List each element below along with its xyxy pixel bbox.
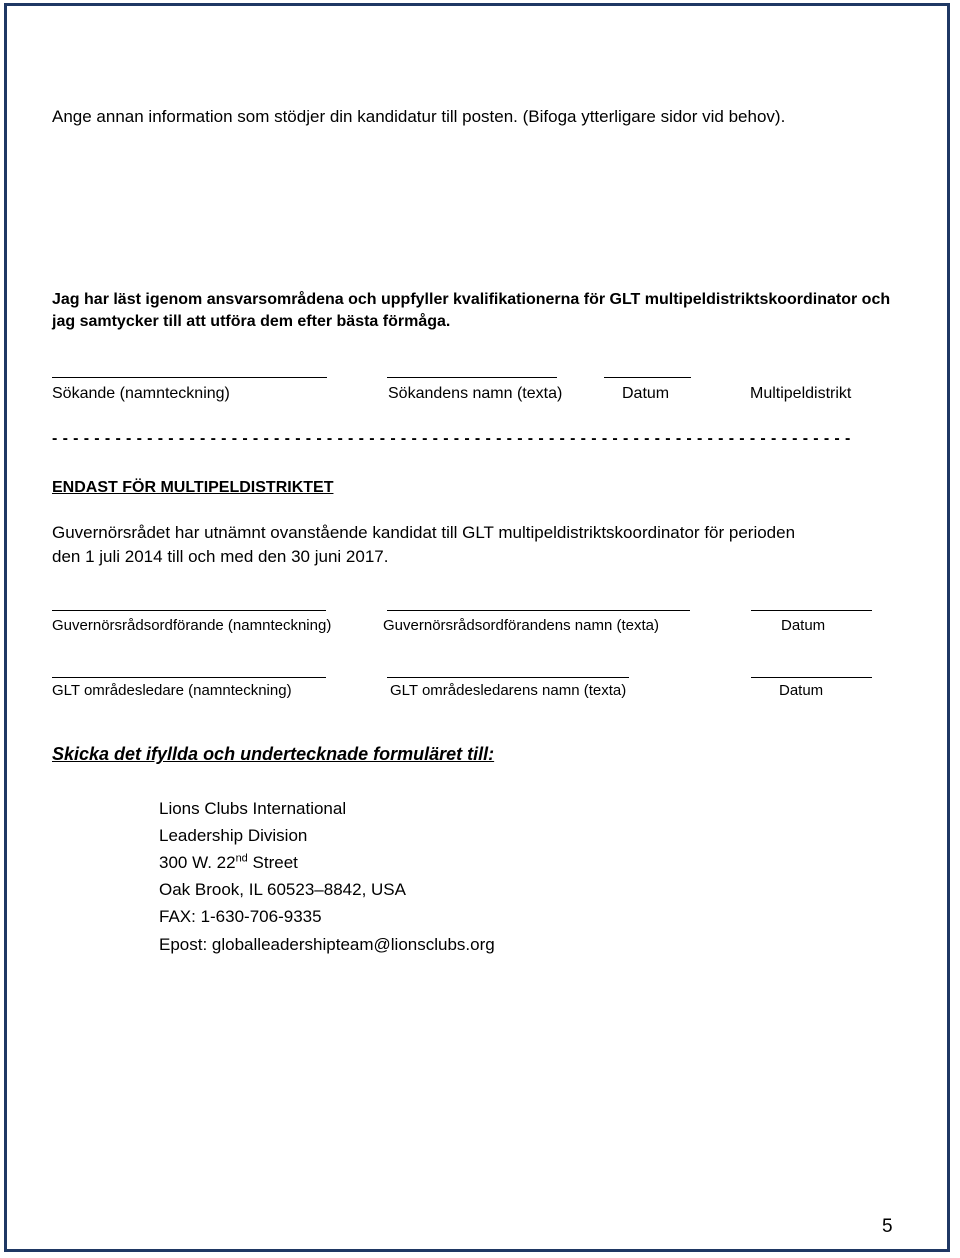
area-leader-name-line [387,677,629,678]
address-fax: FAX: 1-630-706-9335 [159,907,322,926]
address-division: Leadership Division [159,826,308,845]
address-street [159,853,298,873]
area-leader-signature-line [52,677,326,678]
address-street-suffix: Street [247,853,298,872]
address-city: Oak Brook, IL 60523–8842, USA [159,880,406,899]
applicant-date-label: Datum [622,385,670,402]
separator-dashes: - - - - - - - - - - - - - - - - - - - - - - - - - - - - - - - - - - - - - - - - - - - - - - - - - - - - - - - - - - - - - - - - - - - - - - - - - - - - [52,430,851,447]
applicant-name-line [387,377,557,378]
area-leader-date-label: Datum [779,682,824,699]
council-date-line [751,610,872,611]
address-email: Epost: globalleadershipteam@lionsclubs.org [159,935,495,954]
declaration-line-1: Jag har läst igenom ansvarsområdena och uppfyller kvalifikationerna för GLT multipeldistriktskoordinator och [52,291,891,308]
applicant-signature-label: Sökande (namnteckning) [52,385,230,402]
district-section-heading: ENDAST FÖR MULTIPELDISTRIKTET [52,479,334,496]
council-name-line [387,610,690,611]
council-name-label: Guvernörsrådsordförandens namn (texta) [383,617,659,634]
council-signature-line [52,610,326,611]
council-signature-label: Guvernörsrådsordförande (namnteckning) [52,617,332,634]
district-section-body-1: Guvernörsrådet har utnämnt ovanstående kandidat till GLT multipeldistriktskoordinator för perioden [52,523,796,542]
district-section-body-2: den 1 juli 2014 till och med den 30 juni 2017. [52,547,389,566]
council-date-label: Datum [781,617,826,634]
applicant-name-label: Sökandens namn (texta) [388,385,563,402]
applicant-signature-line [52,377,327,378]
intro-text: Ange annan information som stödjer din kandidatur till posten. (Bifoga ytterligare sidor vid behov). [52,107,786,126]
declaration-line-2: jag samtycker till att utföra dem efter bästa förmåga. [52,313,451,330]
applicant-date-line [604,377,691,378]
address-org: Lions Clubs International [159,799,347,818]
address-street-prefix: 300 W. 22 [159,853,236,872]
send-to-heading: Skicka det ifyllda och undertecknade formuläret till: [52,744,495,764]
area-leader-name-label: GLT områdesledarens namn (texta) [390,682,627,699]
page-number: 5 [882,1216,893,1237]
address-street-sup: nd [235,852,248,865]
applicant-district-label: Multipeldistrikt [750,385,852,402]
area-leader-signature-label: GLT områdesledare (namnteckning) [52,682,292,699]
area-leader-date-line [751,677,872,678]
